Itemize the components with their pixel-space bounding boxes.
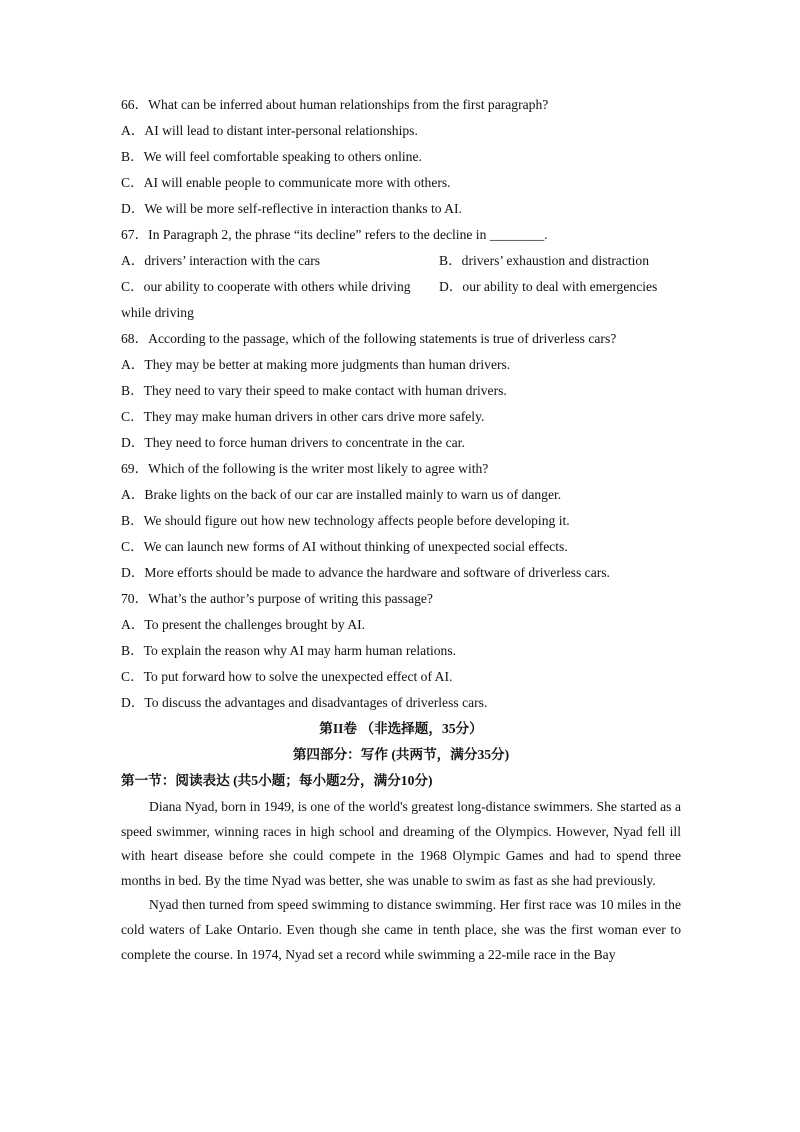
question-70-option-d: D．To discuss the advantages and disadvantages of driverless cars. xyxy=(121,695,488,710)
question-68-stem: 68．According to the passage, which of the following statements is true of driverless cars? xyxy=(121,331,617,346)
question-70-option-a: A．To present the challenges brought by AI. xyxy=(121,617,366,632)
question-66-option-d: D．We will be more self-reflective in interaction thanks to AI. xyxy=(121,201,462,216)
question-67-option-d: D．our ability to deal with emergencies xyxy=(439,279,658,294)
exam-page xyxy=(121,92,681,967)
question-68-option-a: A．They may be better at making more judgments than human drivers. xyxy=(121,357,511,372)
question-68-option-b: B．They need to vary their speed to make contact with human drivers. xyxy=(121,383,507,398)
question-67-option-a: A．drivers’ interaction with the cars xyxy=(121,253,321,268)
question-69-option-d: D．More efforts should be made to advance the hardware and software of driverless cars. xyxy=(121,565,610,580)
question-66-option-c: C．AI will enable people to communicate more with others. xyxy=(121,175,451,190)
reading-passage xyxy=(121,795,681,967)
question-70-option-b: B．To explain the reason why AI may harm human relations. xyxy=(121,643,457,658)
question-68-option-d: D．They need to force human drivers to concentrate in the car. xyxy=(121,435,465,450)
section-heading: 第一节：阅读表达 (共5小题；每小题2分，满分10分) xyxy=(121,773,433,788)
question-67-options-row-2 xyxy=(121,274,681,300)
question-66-option-b: B．We will feel comfortable speaking to others online. xyxy=(121,149,422,164)
part-heading: 第四部分：写作 (共两节，满分35分) xyxy=(292,747,510,762)
question-70-option-c: C．To put forward how to solve the unexpected effect of AI. xyxy=(121,669,453,684)
volume-heading: 第II卷 （非选择题，35分） xyxy=(319,721,483,736)
question-66-stem: 66．What can be inferred about human relationships from the first paragraph? xyxy=(121,97,549,112)
question-67-option-c: C．our ability to cooperate with others while driving xyxy=(121,279,411,294)
question-67-option-b: B．drivers’ exhaustion and distraction xyxy=(439,253,650,268)
question-69-option-a: A．Brake lights on the back of our car are installed mainly to warn us of danger. xyxy=(121,487,562,502)
question-67-options-row-1 xyxy=(121,248,681,274)
question-66-option-a: A．AI will lead to distant inter-personal relationships. xyxy=(121,123,418,138)
question-67-option-wrap: while driving xyxy=(121,305,194,320)
question-69-option-b: B．We should figure out how new technology affects people before developing it. xyxy=(121,513,570,528)
question-69-option-c: C．We can launch new forms of AI without thinking of unexpected social effects. xyxy=(121,539,568,554)
passage-paragraph-1: Diana Nyad, born in 1949, is one of the world's greatest long-distance swimmers. She started as a speed swimmer, winning races in high school and dreaming of the Olympics. However, Nyad fell ill with heart disease before she could compete in the 1968 Olympic Games and had to spend three months in bed. By the time Nyad was better, she was unable to swim as fast as she had previously. xyxy=(121,799,681,888)
question-69-stem: 69．Which of the following is the writer most likely to agree with? xyxy=(121,461,489,476)
passage-paragraph-2: Nyad then turned from speed swimming to distance swimming. Her first race was 10 miles in the cold waters of Lake Ontario. Even though she came in tenth place, she was the first woman ever to complete the course. In 1974, Nyad set a record while swimming a 22-mile race in the Bay xyxy=(121,897,681,962)
question-67-stem: 67．In Paragraph 2, the phrase “its decline” refers to the decline in ________. xyxy=(121,227,548,242)
question-68-option-c: C．They may make human drivers in other cars drive more safely. xyxy=(121,409,485,424)
question-70-stem: 70．What’s the author’s purpose of writing this passage? xyxy=(121,591,433,606)
